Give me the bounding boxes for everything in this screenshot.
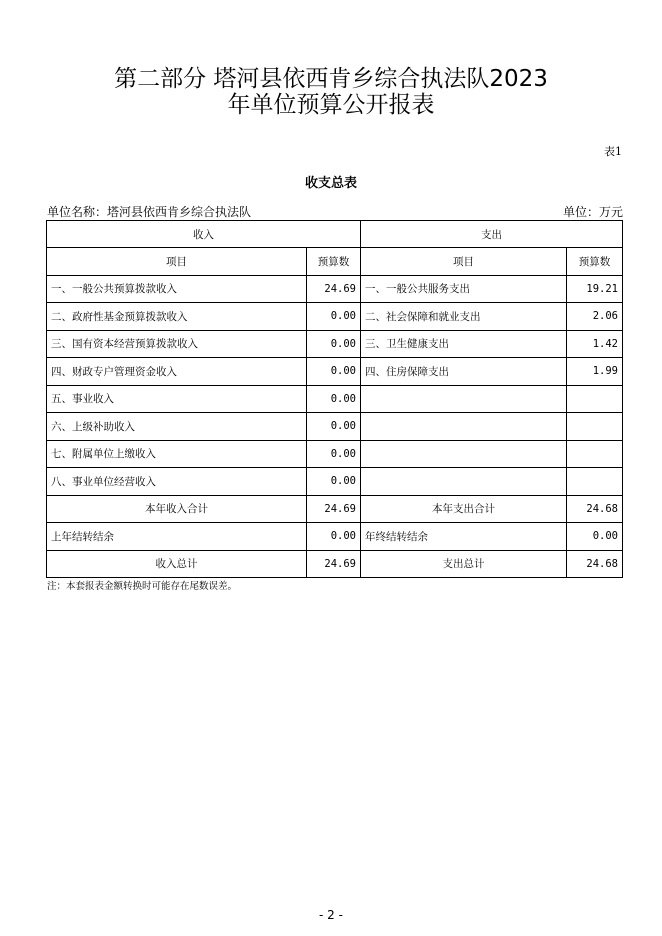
expense-item: 一、一般公共服务支出 <box>361 275 567 303</box>
income-amount-header: 预算数 <box>307 248 361 276</box>
year-end-carry-amount: 0.00 <box>567 523 623 551</box>
expense-amount: 1.42 <box>567 330 623 358</box>
grand-total-row <box>47 550 623 578</box>
budget-table <box>46 220 623 578</box>
income-amount: 0.00 <box>307 440 361 468</box>
expense-amount: 1.99 <box>567 358 623 386</box>
year-end-carry-label: 年终结转结余 <box>361 523 567 551</box>
income-header: 收入 <box>47 221 361 248</box>
income-item: 四、财政专户管理资金收入 <box>47 358 307 386</box>
table-row <box>47 358 623 386</box>
table-row <box>47 468 623 496</box>
unit-name: 单位名称：塔河县依西肯乡综合执法队 <box>47 205 252 219</box>
page-title-line-2: 年单位预算公开报表 <box>227 92 435 118</box>
expense-amount <box>567 468 623 496</box>
income-item: 五、事业收入 <box>47 385 307 413</box>
income-item: 三、国有资本经营预算拨款收入 <box>47 330 307 358</box>
expense-item <box>361 413 567 441</box>
expense-amount <box>567 413 623 441</box>
expense-header: 支出 <box>361 221 623 248</box>
expense-amount-header: 预算数 <box>567 248 623 276</box>
income-item: 七、附属单位上缴收入 <box>47 440 307 468</box>
income-amount: 0.00 <box>307 330 361 358</box>
expense-grand-total-amount: 24.68 <box>567 550 623 578</box>
income-amount: 0.00 <box>307 413 361 441</box>
income-amount: 0.00 <box>307 358 361 386</box>
meta-row <box>47 203 623 220</box>
income-item-header: 项目 <box>47 248 307 276</box>
income-amount: 0.00 <box>307 303 361 331</box>
expense-item <box>361 440 567 468</box>
page-title-line-1: 第二部分 塔河县依西肯乡综合执法队2023 <box>114 66 548 92</box>
table-row <box>47 303 623 331</box>
expense-item: 二、社会保障和就业支出 <box>361 303 567 331</box>
income-grand-total-amount: 24.69 <box>307 550 361 578</box>
table-row <box>47 440 623 468</box>
prior-year-carry-label: 上年结转结余 <box>47 523 307 551</box>
expense-amount <box>567 385 623 413</box>
expense-year-total-amount: 24.68 <box>567 495 623 523</box>
table-row <box>47 413 623 441</box>
expense-amount: 2.06 <box>567 303 623 331</box>
table-row <box>47 275 623 303</box>
table-row <box>47 385 623 413</box>
expense-item <box>361 385 567 413</box>
table-subtitle: 收支总表 <box>304 176 357 191</box>
table-column-header <box>47 248 623 276</box>
table-group-header <box>47 221 623 248</box>
expense-item: 四、住房保障支出 <box>361 358 567 386</box>
unit-measure: 单位：万元 <box>562 205 623 219</box>
year-total-row <box>47 495 623 523</box>
expense-amount: 19.21 <box>567 275 623 303</box>
table-number: 表1 <box>604 145 622 158</box>
expense-item: 三、卫生健康支出 <box>361 330 567 358</box>
income-item: 二、政府性基金预算拨款收入 <box>47 303 307 331</box>
expense-item-header: 项目 <box>361 248 567 276</box>
income-amount: 0.00 <box>307 385 361 413</box>
income-amount: 24.69 <box>307 275 361 303</box>
income-item: 六、上级补助收入 <box>47 413 307 441</box>
table-row <box>47 330 623 358</box>
income-grand-total-label: 收入总计 <box>47 550 307 578</box>
income-item: 八、事业单位经营收入 <box>47 468 307 496</box>
expense-amount <box>567 440 623 468</box>
income-year-total-amount: 24.69 <box>307 495 361 523</box>
expense-grand-total-label: 支出总计 <box>361 550 567 578</box>
footnote: 注：本套报表金额转换时可能存在尾数误差。 <box>47 581 238 592</box>
income-amount: 0.00 <box>307 468 361 496</box>
page-number: - 2 - <box>319 908 343 922</box>
expense-item <box>361 468 567 496</box>
prior-year-carry-amount: 0.00 <box>307 523 361 551</box>
expense-year-total-label: 本年支出合计 <box>361 495 567 523</box>
income-item: 一、一般公共预算拨款收入 <box>47 275 307 303</box>
carry-over-row <box>47 523 623 551</box>
income-year-total-label: 本年收入合计 <box>47 495 307 523</box>
